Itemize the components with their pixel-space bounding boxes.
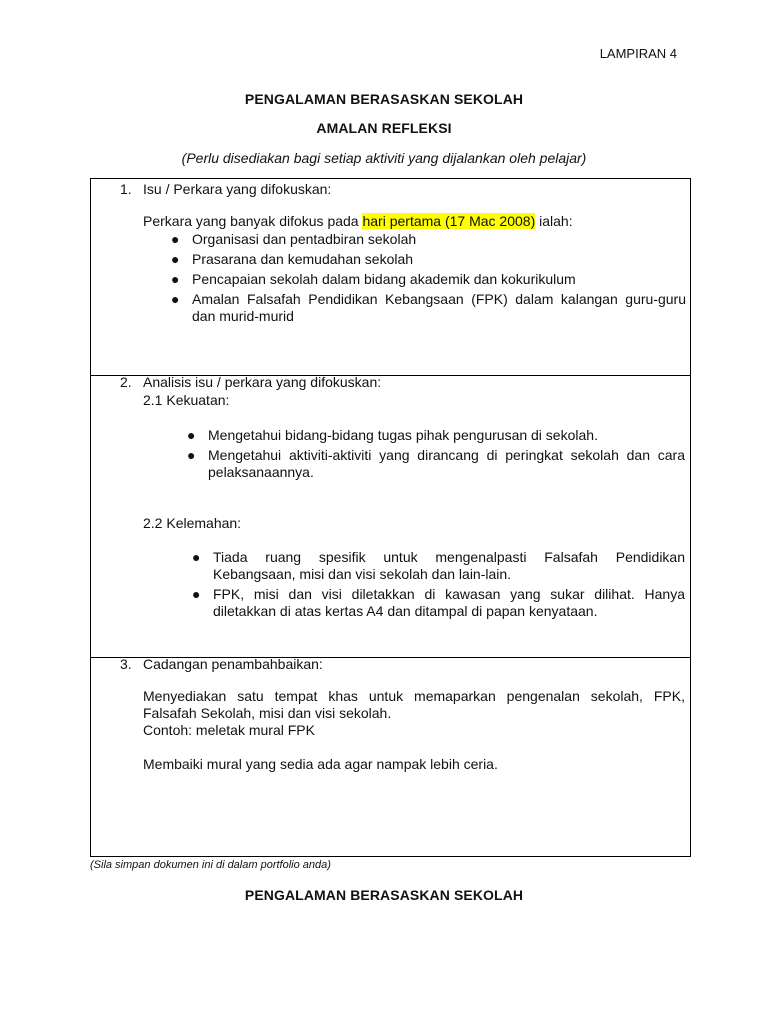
bullet-dot-icon: ●: [171, 291, 180, 307]
bullet-dot-icon: ●: [171, 231, 180, 247]
bullet-dot-icon: ●: [192, 586, 201, 602]
improvement-example: Contoh: meletak mural FPK: [143, 722, 315, 738]
document-title: PENGALAMAN BERASASKAN SEKOLAH: [244, 91, 524, 107]
list-item: ● Mengetahui bidang-bidang tugas pihak pengurusan di sekolah.: [187, 427, 598, 443]
list-item: ● Mengetahui aktiviti-aktiviti yang dirancang di peringkat sekolah dan cara pelaksanaannya.: [187, 447, 685, 480]
instruction-note: (Perlu disediakan bagi setiap aktiviti yang dijalankan oleh pelajar): [181, 150, 587, 166]
section-analysis: [91, 375, 690, 658]
section-heading: Cadangan penambahbaikan:: [143, 656, 323, 672]
section-number: 3.: [120, 656, 132, 672]
list-item: ● FPK, misi dan visi diletakkan di kawasan yang sukar dilihat. Hanya diletakkan di atas kertas A4 dan ditampal di papan kenyataan.: [192, 586, 685, 619]
improvement-paragraph: Menyediakan satu tempat khas untuk memaparkan pengenalan sekolah, FPK, Falsafah Sekolah, misi dan visi sekolah.: [143, 688, 685, 721]
list-item: ● Amalan Falsafah Pendidikan Kebangsaan (FPK) dalam kalangan guru-guru dan murid-murid: [171, 291, 686, 324]
lampiran-label: LAMPIRAN 4: [599, 46, 677, 61]
list-item: ● Pencapaian sekolah dalam bidang akademik dan kokurikulum: [171, 271, 576, 287]
weaknesses-list: [192, 549, 685, 620]
bullet-dot-icon: ●: [187, 427, 196, 443]
section-improvements: [91, 657, 690, 856]
next-page-title: PENGALAMAN BERASASKAN SEKOLAH: [244, 887, 524, 903]
bullet-dot-icon: ●: [192, 549, 201, 565]
section-intro: [143, 213, 573, 230]
section-focus-issues: [91, 179, 690, 376]
reflection-table: [90, 178, 691, 857]
intro-text-end: ialah:: [535, 213, 573, 229]
bullet-dot-icon: ●: [187, 447, 196, 463]
list-item: ● Organisasi dan pentadbiran sekolah: [171, 231, 417, 247]
section-number: 2.: [120, 374, 132, 390]
intro-text: Perkara yang banyak difokus pada: [143, 213, 363, 229]
improvement-paragraph-2: Membaiki mural yang sedia ada agar nampak lebih ceria.: [143, 756, 498, 772]
bullet-dot-icon: ●: [171, 271, 180, 287]
strengths-list: [187, 427, 685, 481]
focus-list: [171, 231, 686, 325]
highlighted-date: hari pertama (17 Mac 2008): [362, 213, 536, 229]
document-subtitle: AMALAN REFLEKSI: [316, 120, 452, 136]
section-number: 1.: [120, 181, 132, 197]
list-item: ● Tiada ruang spesifik untuk mengenalpasti Falsafah Pendidikan Kebangsaan, misi dan visi sekolah dan lain-lain.: [192, 549, 685, 582]
list-item: ● Prasarana dan kemudahan sekolah: [171, 251, 414, 267]
section-heading: Isu / Perkara yang difokuskan:: [143, 181, 332, 197]
weaknesses-label: 2.2 Kelemahan:: [143, 515, 242, 531]
section-heading: Analisis isu / perkara yang difokuskan:: [143, 374, 382, 390]
bullet-dot-icon: ●: [171, 251, 180, 267]
footnote: (Sila simpan dokumen ini di dalam portfolio anda): [90, 859, 331, 871]
strengths-label: 2.1 Kekuatan:: [143, 392, 230, 408]
